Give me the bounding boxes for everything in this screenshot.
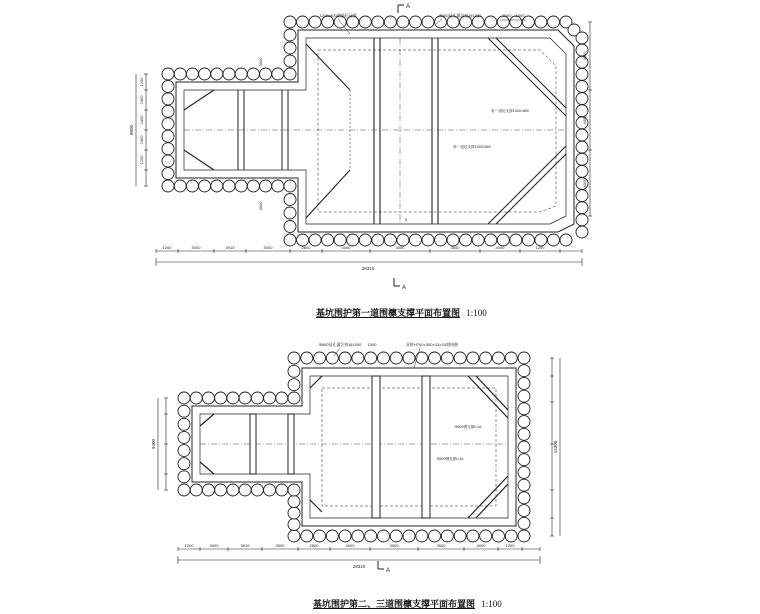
dimension-text: 1200	[139, 77, 144, 87]
pile-circle	[576, 32, 588, 44]
pile-circle	[492, 352, 504, 364]
steel-note: 1000	[367, 342, 377, 347]
pile-circle	[288, 519, 300, 531]
pile-circle	[186, 180, 198, 192]
pile-circle	[403, 352, 415, 364]
pile-circle	[372, 16, 384, 28]
pile-circle	[522, 234, 534, 246]
dimension-text: 3910	[225, 245, 235, 250]
pile-circle	[576, 202, 588, 214]
dimension-text: 1200	[162, 245, 172, 250]
spacing-note: 5	[404, 217, 408, 222]
dimension-text: 3000	[502, 13, 512, 18]
pile-circle	[227, 484, 239, 496]
brace-note-a: 第一道砼支撑1000×800	[491, 109, 529, 113]
pile-circle	[215, 392, 227, 404]
pile-circle	[485, 16, 497, 28]
pile-circle	[518, 479, 530, 491]
pile-circle	[162, 143, 174, 155]
plan2-diagonal-brace	[200, 414, 214, 426]
pile-circle	[372, 234, 384, 246]
first-level-bracing-plan	[129, 4, 592, 291]
pile-note: Φ800钻孔灌注桩@1000	[318, 342, 362, 347]
pile-circle	[284, 180, 296, 192]
pile-circle	[314, 352, 326, 364]
pile-circle	[162, 105, 174, 117]
plan2-steel-strut	[288, 414, 294, 474]
section-label: A	[405, 4, 411, 10]
pile-circle	[518, 441, 530, 453]
pile-circle	[178, 392, 190, 404]
pile-circle	[576, 129, 588, 141]
dimension-text: 2400	[139, 135, 144, 145]
pile-circle	[326, 352, 338, 364]
plan1-concrete-braces	[184, 38, 566, 224]
plan1-title: 基坑围护第一道围檩支撑平面布置图	[316, 308, 461, 318]
pile-circle	[239, 392, 251, 404]
pile-circle	[284, 68, 296, 80]
pile-circle	[454, 530, 466, 542]
plan2-diagonal-brace	[468, 376, 508, 418]
dimension-text: 1200	[535, 245, 545, 250]
pile-circle	[162, 155, 174, 167]
pile-circle	[441, 530, 453, 542]
overall-dimension: 14300	[553, 440, 558, 454]
dimension-text: 4000	[345, 543, 355, 548]
pile-circle	[276, 392, 288, 404]
pile-circle	[227, 392, 239, 404]
pile-circle	[390, 530, 402, 542]
dimension-text: 4000	[495, 245, 505, 250]
pile-circle	[178, 484, 190, 496]
pile-circle	[422, 16, 434, 28]
pile-circle	[518, 466, 530, 478]
pile-circle	[251, 392, 263, 404]
dimension-text: 3500	[436, 543, 446, 548]
pile-circle	[467, 352, 479, 364]
pile-circle	[505, 352, 517, 364]
pile-circle	[199, 68, 211, 80]
pile-circle	[518, 517, 530, 529]
pile-circle	[272, 180, 284, 192]
pile-circle	[422, 234, 434, 246]
dimension-text: 2400	[139, 115, 144, 125]
pile-circle	[352, 530, 364, 542]
plan2-title: 基坑围护第二、三道围檩支撑平面布置图	[313, 599, 476, 609]
pile-circle	[288, 379, 300, 391]
pile-circle	[403, 530, 415, 542]
plan1-caption	[316, 306, 487, 319]
pile-circle	[174, 180, 186, 192]
pile-circle	[178, 431, 190, 443]
pile-circle	[202, 484, 214, 496]
pile-circle	[260, 180, 272, 192]
pile-circle	[510, 234, 522, 246]
plan1-diagonal-brace	[488, 38, 566, 116]
pile-circle	[467, 530, 479, 542]
pile-circle	[560, 234, 572, 246]
plan2-steel-strut	[422, 376, 430, 518]
pile-circle	[309, 234, 321, 246]
dimension-text: 3000	[263, 245, 273, 250]
pile-circle	[162, 180, 174, 192]
pile-circle	[178, 418, 190, 430]
pile-circle	[215, 484, 227, 496]
dimension-text: 2800	[309, 543, 319, 548]
waling-note: 双拼H700×300×13×24钢围檩	[405, 342, 459, 347]
pile-circle	[492, 530, 504, 542]
pile-circle	[264, 392, 276, 404]
overall-dimension: 28310	[361, 266, 375, 271]
pile-circle	[547, 234, 559, 246]
pile-circle	[435, 234, 447, 246]
pile-circle	[518, 492, 530, 504]
pile-note: Φ800钻孔灌注桩@1000	[438, 13, 482, 18]
dimension-text: 1200	[505, 543, 515, 548]
pile-circle	[190, 484, 202, 496]
pile-circle	[186, 68, 198, 80]
plan1-pile-ring	[162, 16, 588, 246]
dimension-text: 2800	[301, 245, 311, 250]
plan2-diagonal-brace	[200, 462, 214, 474]
plan2-steel-strut	[250, 414, 256, 474]
pile-circle	[264, 484, 276, 496]
pile-circle	[518, 377, 530, 389]
pile-circle	[480, 352, 492, 364]
dimension-text: 3910	[240, 543, 250, 548]
section-label: A	[385, 568, 391, 574]
pile-circle	[518, 454, 530, 466]
plan2-pile-ring	[178, 352, 530, 542]
dimension-text: 3000	[395, 245, 405, 250]
dimension-text: 4000	[476, 543, 486, 548]
pile-circle	[339, 530, 351, 542]
pile-circle	[178, 445, 190, 457]
brace-note-b: Φ609钢支撑t=16	[436, 457, 464, 461]
pile-circle	[162, 168, 174, 180]
pile-circle	[352, 352, 364, 364]
dimension-text: 3500	[450, 245, 460, 250]
pile-circle	[518, 365, 530, 377]
pile-circle	[460, 234, 472, 246]
pile-circle	[576, 214, 588, 226]
dimension-text: 3000	[389, 543, 399, 548]
brace-note-a: Φ609钢支撑t=16	[454, 425, 482, 429]
pile-circle	[359, 234, 371, 246]
plan2-diagonal-brace	[468, 476, 508, 518]
pile-circle	[518, 428, 530, 440]
pile-circle	[162, 80, 174, 92]
plan2-outer-wall	[192, 368, 516, 526]
pile-circle	[576, 190, 588, 202]
pile-circle	[576, 165, 588, 177]
pile-circle	[162, 68, 174, 80]
pile-circle	[441, 352, 453, 364]
pile-circle	[162, 130, 174, 142]
dimension-text: 1200	[139, 155, 144, 165]
pile-circle	[301, 352, 313, 364]
pile-circle	[518, 416, 530, 428]
pile-circle	[377, 530, 389, 542]
pile-circle	[576, 153, 588, 165]
plan2-diagonal-brace	[310, 500, 322, 512]
pile-circle	[322, 234, 334, 246]
pile-circle	[576, 81, 588, 93]
dimension-text: 2400	[139, 95, 144, 105]
plan2-caption	[313, 597, 502, 610]
pile-circle	[178, 458, 190, 470]
pile-circle	[223, 68, 235, 80]
pile-circle	[288, 484, 300, 496]
dimension-text: 3000	[275, 543, 285, 548]
pile-circle	[288, 352, 300, 364]
pile-circle	[518, 403, 530, 415]
brace-note-b: 第一道砼支撑1000×800	[453, 145, 491, 149]
pile-circle	[535, 16, 547, 28]
pile-circle	[416, 530, 428, 542]
pile-circle	[199, 180, 211, 192]
pile-circle	[284, 16, 296, 28]
pile-circle	[377, 352, 389, 364]
pile-circle	[409, 234, 421, 246]
pile-circle	[247, 68, 259, 80]
pile-circle	[276, 484, 288, 496]
plan2-steel-strut	[372, 376, 380, 518]
pile-circle	[416, 352, 428, 364]
pile-circle	[162, 93, 174, 105]
section-label: A	[401, 285, 407, 291]
pile-circle	[301, 530, 313, 542]
pile-circle	[518, 352, 530, 364]
pile-circle	[576, 226, 588, 238]
pile-circle	[397, 16, 409, 28]
pile-circle	[518, 505, 530, 517]
pile-circle	[288, 507, 300, 519]
plan1-diagonal-brace	[488, 146, 566, 224]
second-third-level-bracing-plan	[151, 341, 560, 574]
pile-circle	[178, 471, 190, 483]
pile-circle	[326, 530, 338, 542]
pile-circle	[576, 105, 588, 117]
dimension-text: 3000	[209, 543, 219, 548]
plan2-scale: 1:100	[481, 599, 502, 609]
dimension-text: 3000	[191, 245, 201, 250]
dimension-text: 1000	[515, 13, 525, 18]
pile-circle	[247, 180, 259, 192]
overall-dimension: 28310	[352, 564, 366, 569]
pile-circle	[235, 180, 247, 192]
pile-circle	[211, 180, 223, 192]
cap-beam-note: 1200x800钢筋砼冠梁	[319, 13, 357, 18]
dimension-text: 1200	[184, 543, 194, 548]
dimension-text: 4000	[582, 115, 587, 125]
plan1-diagonal-brace	[306, 170, 350, 218]
pile-circle	[429, 352, 441, 364]
pile-circle	[505, 530, 517, 542]
plan1-outline	[176, 30, 574, 232]
dimension-text: 3000	[258, 201, 263, 211]
pile-circle	[339, 352, 351, 364]
dimension-text: 3000	[258, 57, 263, 67]
overall-dimension: 8600	[129, 124, 134, 136]
plan2-diagonal-brace	[476, 484, 508, 518]
pile-circle	[454, 352, 466, 364]
pile-circle	[288, 496, 300, 508]
pile-circle	[429, 530, 441, 542]
pile-circle	[576, 93, 588, 105]
dimension-text: 4000	[582, 178, 587, 188]
plan1-diagonal-brace	[306, 44, 350, 90]
pile-circle	[472, 234, 484, 246]
pile-circle	[297, 16, 309, 28]
pile-circle	[288, 365, 300, 377]
plan2-inner-structure	[322, 388, 496, 506]
pile-circle	[384, 16, 396, 28]
pile-circle	[284, 42, 296, 54]
plan1-inner-structure	[318, 50, 556, 212]
pile-circle	[162, 118, 174, 130]
dimension-text: 4000	[341, 245, 351, 250]
pile-circle	[576, 141, 588, 153]
plan1-diagonal-brace	[496, 38, 566, 108]
pile-circle	[365, 530, 377, 542]
pile-circle	[480, 530, 492, 542]
pile-circle	[409, 16, 421, 28]
pile-circle	[223, 180, 235, 192]
pile-circle	[288, 530, 300, 542]
dimension-text: 4000	[582, 51, 587, 61]
plan2-outline	[192, 368, 516, 526]
overall-dimension: 9400	[151, 438, 156, 450]
pile-circle	[174, 68, 186, 80]
plan2-diagonal-brace	[476, 376, 508, 410]
pile-circle	[251, 484, 263, 496]
pile-circle	[178, 405, 190, 417]
pile-circle	[272, 68, 284, 80]
plan1-diagonal-brace	[184, 150, 214, 170]
pile-circle	[284, 29, 296, 41]
pile-circle	[365, 352, 377, 364]
pile-circle	[547, 16, 559, 28]
pile-circle	[288, 392, 300, 404]
plan2-diagonal-brace	[310, 376, 322, 388]
plan1-diagonal-brace	[496, 154, 566, 224]
plan1-cap-beam	[184, 38, 566, 224]
pile-circle	[284, 221, 296, 233]
pile-circle	[284, 207, 296, 219]
plan1-scale: 1:100	[466, 308, 487, 318]
pile-circle	[359, 16, 371, 28]
plan1-diagonal-brace	[184, 90, 214, 110]
pile-circle	[576, 68, 588, 80]
pile-circle	[235, 68, 247, 80]
pile-circle	[284, 234, 296, 246]
pile-circle	[314, 530, 326, 542]
pile-circle	[284, 194, 296, 206]
pile-circle	[284, 55, 296, 67]
pile-circle	[518, 390, 530, 402]
pile-circle	[190, 392, 202, 404]
pile-circle	[202, 392, 214, 404]
pile-circle	[211, 68, 223, 80]
plan1-outer-wall	[176, 30, 574, 232]
pile-circle	[239, 484, 251, 496]
pile-circle	[518, 530, 530, 542]
pile-circle	[260, 68, 272, 80]
pile-circle	[390, 352, 402, 364]
